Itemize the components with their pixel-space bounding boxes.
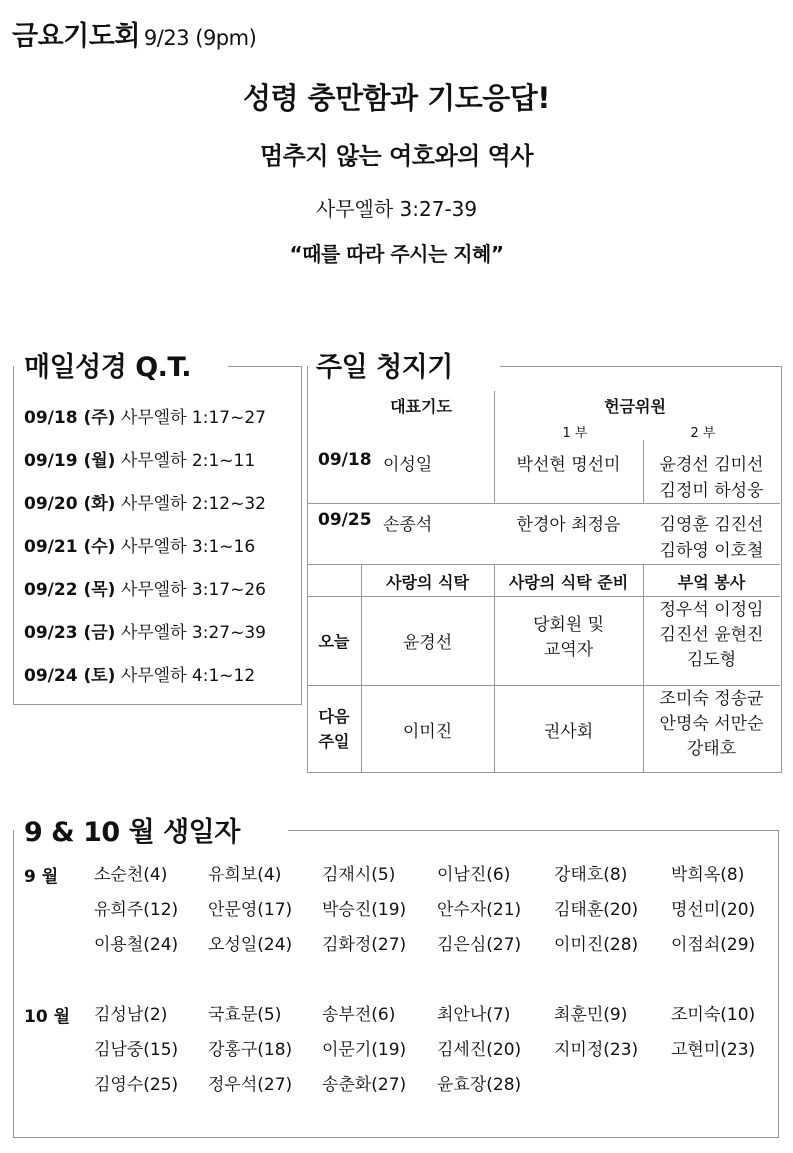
birthday-box-top-border: [288, 830, 778, 831]
kitchen-line: 김진선 윤현진: [659, 625, 764, 645]
qt-row: [24, 661, 255, 686]
birthday-entry: 오성일(24): [208, 935, 293, 955]
qt-date: 09/18 (주): [24, 408, 116, 428]
today-love-table-prep: [494, 613, 643, 663]
col-sub-second: 2 부: [690, 426, 716, 441]
row-second-service: 김영훈 김진선: [659, 515, 764, 535]
next-kitchen: [643, 687, 780, 762]
birthday-entry: 조미숙(10): [671, 1005, 756, 1025]
qt-passage: 사무엘하 3:27~39: [120, 623, 266, 643]
qt-date: 09/23 (금): [24, 623, 116, 643]
kitchen-line: 조미숙 정송균: [659, 689, 764, 709]
birthday-entry: 김성남(2): [94, 1005, 168, 1025]
qt-row: [24, 575, 266, 600]
qt-date: 09/19 (월): [24, 451, 116, 471]
next-sunday-label: [307, 704, 361, 754]
birthday-entry: 김화정(27): [322, 935, 407, 955]
birthday-entry: 송부전(6): [322, 1005, 396, 1025]
birthday-entry: 정우석(27): [208, 1075, 293, 1095]
qt-row: [24, 618, 266, 643]
today-kitchen: [643, 598, 780, 673]
label-line: 주일: [318, 732, 350, 751]
birthday-entry: 국효문(5): [208, 1005, 282, 1025]
next-love-table-prep: 권사회: [543, 722, 594, 742]
qt-row: [24, 446, 255, 471]
birthday-entry: 김세진(20): [437, 1040, 522, 1060]
qt-date: 09/20 (화): [24, 494, 116, 514]
sunday-table-top-border: [500, 366, 781, 367]
today-label: 오늘: [318, 632, 350, 651]
qt-passage: 사무엘하 2:1~11: [120, 451, 256, 471]
col-header-love-table: 사랑의 식탁: [386, 573, 469, 592]
row-first-service: 박선현 명선미: [516, 455, 621, 475]
headline: 성령 충만함과 기도응답!: [242, 81, 551, 115]
birthday-entry: 지미정(23): [554, 1040, 639, 1060]
birthday-entry: 강태호(8): [554, 865, 628, 885]
birthday-entry: 안수자(21): [437, 900, 522, 920]
qt-box-top-border: [228, 366, 301, 367]
scripture-reference: 사무엘하 3:27-39: [315, 197, 478, 221]
col-header-prayer: 대표기도: [390, 397, 452, 416]
birthday-entry: 김영수(25): [94, 1075, 179, 1095]
row-date: 09/18: [318, 450, 372, 470]
table-divider: [307, 596, 780, 597]
birthday-entry: 안문영(17): [208, 900, 293, 920]
kitchen-line: 안명숙 서만순: [659, 714, 764, 734]
kitchen-line: 김도형: [686, 650, 737, 670]
birthday-entry: 김남중(15): [94, 1040, 179, 1060]
table-divider: [494, 391, 495, 503]
col-header-love-table-prep: 사랑의 식탁 준비: [508, 573, 629, 592]
today-love-table: 윤경선: [402, 633, 453, 653]
row-prayer: 손종석: [383, 515, 433, 535]
table-divider: [307, 564, 780, 565]
page-title: [12, 14, 256, 53]
birthday-section-title: 9 & 10 월 생일자: [24, 810, 248, 849]
birthday-entry: 이점쇠(29): [671, 935, 756, 955]
row-second-service: 김정미 하성웅: [659, 481, 764, 501]
birthday-entry: 유희주(12): [94, 900, 179, 920]
qt-date: 09/22 (목): [24, 580, 116, 600]
birthday-entry: 강홍구(18): [208, 1040, 293, 1060]
birthday-entry: 김은심(27): [437, 935, 522, 955]
qt-row: [24, 403, 266, 428]
page-title-text: 금요기도회: [12, 21, 140, 52]
qt-date: 09/21 (수): [24, 537, 116, 557]
october-label: 10 월: [24, 1007, 70, 1027]
birthday-entry: 송춘화(27): [322, 1075, 407, 1095]
qt-passage: 사무엘하 3:1~16: [120, 537, 256, 557]
sermon-quote: “때를 따라 주시는 지혜”: [289, 242, 504, 266]
col-header-kitchen: 부엌 봉사: [677, 573, 746, 592]
table-divider: [307, 503, 780, 504]
birthday-entry: 소순천(4): [94, 865, 168, 885]
birthday-entry: 김태훈(20): [554, 900, 639, 920]
september-label: 9 월: [24, 867, 59, 887]
prep-line: 당회원 및: [532, 615, 605, 635]
birthday-entry: 최안나(7): [437, 1005, 511, 1025]
birthday-entry: 고현미(23): [671, 1040, 756, 1060]
row-date: 09/25: [318, 510, 372, 530]
next-love-table: 이미진: [402, 722, 453, 742]
sunday-section-title: 주일 청지기: [316, 345, 461, 384]
row-first-service: 한경아 최정음: [516, 515, 621, 535]
birthday-entry: 이남진(6): [437, 865, 511, 885]
qt-passage: 사무엘하 3:17~26: [120, 580, 266, 600]
birthday-entry: 김재시(5): [322, 865, 396, 885]
row-prayer: 이성일: [383, 455, 433, 475]
prep-line: 교역자: [543, 640, 594, 660]
birthday-entry: 유희보(4): [208, 865, 282, 885]
table-divider: [307, 685, 780, 686]
qt-passage: 사무엘하 4:1~12: [120, 666, 256, 686]
birthday-entry: 이미진(28): [554, 935, 639, 955]
qt-section-title: 매일성경 Q.T.: [24, 345, 199, 384]
row-second-service: 김하영 이호철: [659, 541, 764, 561]
row-second-service: 윤경선 김미선: [659, 455, 764, 475]
qt-row: [24, 489, 266, 514]
col-header-offering: 헌금위원: [604, 397, 666, 416]
kitchen-line: 정우석 이정임: [659, 600, 764, 620]
qt-passage: 사무엘하 1:17~27: [120, 408, 266, 428]
birthday-entry: 윤효장(28): [437, 1075, 522, 1095]
service-date: 9/23 (9pm): [143, 26, 257, 50]
qt-date: 09/24 (토): [24, 666, 116, 686]
birthday-entry: 최훈민(9): [554, 1005, 628, 1025]
qt-passage: 사무엘하 2:12~32: [120, 494, 266, 514]
birthday-entry: 이문기(19): [322, 1040, 407, 1060]
birthday-entry: 명선미(20): [671, 900, 756, 920]
label-line: 다음: [318, 707, 350, 726]
col-sub-first: 1 부: [562, 426, 588, 441]
sermon-title: 멈추지 않는 여호와의 역사: [259, 142, 534, 170]
kitchen-line: 강태호: [686, 739, 737, 759]
birthday-entry: 박희옥(8): [671, 865, 745, 885]
birthday-entry: 박승진(19): [322, 900, 407, 920]
qt-row: [24, 532, 255, 557]
birthday-entry: 이용철(24): [94, 935, 179, 955]
